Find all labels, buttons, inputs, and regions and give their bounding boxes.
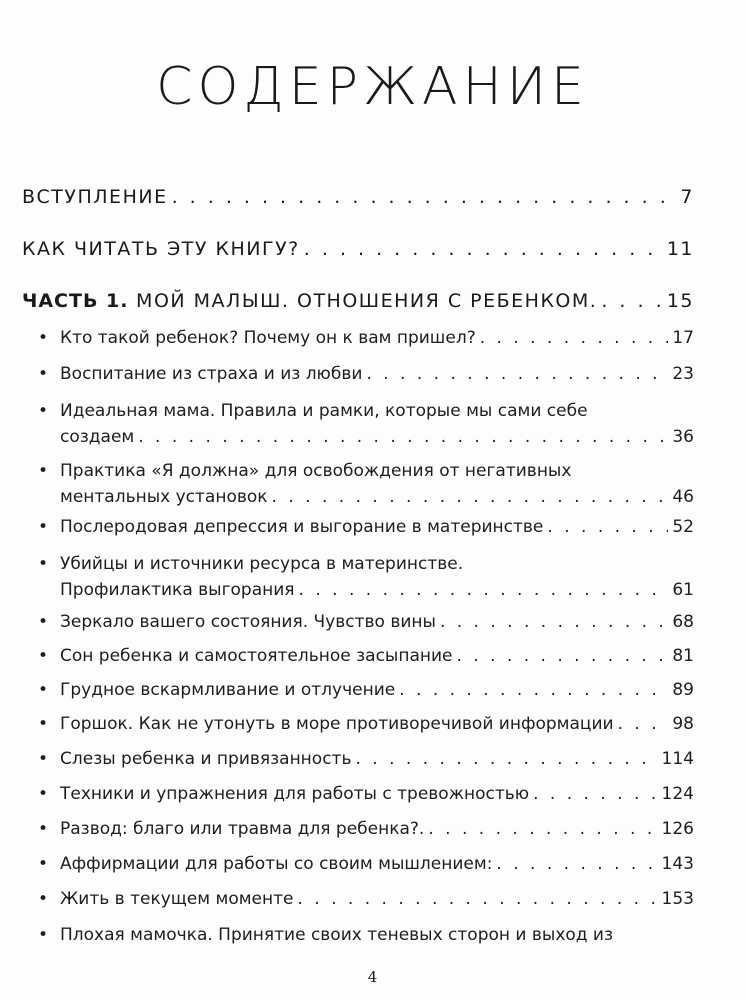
entry-page: 36 (672, 427, 694, 447)
entry-page: 114 (661, 749, 694, 769)
list-item[interactable] (38, 782, 694, 807)
toc-entry-introduction[interactable] (22, 172, 694, 208)
entry-label: КАК ЧИТАТЬ ЭТУ КНИГУ? (22, 238, 300, 260)
entry-page: 17 (672, 328, 694, 348)
bullet-icon: • (38, 554, 49, 574)
list-item[interactable] (38, 887, 694, 912)
list-item[interactable] (38, 747, 694, 772)
dot-leader (399, 678, 668, 703)
entry-label (22, 290, 597, 312)
entry-label: Грудное вскармливание и отлучение (60, 680, 396, 700)
entry-page: 81 (672, 646, 694, 666)
bullet-icon: • (38, 612, 49, 632)
entry-page: 143 (661, 854, 694, 874)
dot-leader (496, 852, 657, 877)
entry-label: Воспитание из страха и из любви (60, 364, 363, 384)
list-item[interactable] (38, 852, 694, 877)
entry-page: 126 (661, 819, 694, 839)
list-item[interactable] (38, 326, 694, 351)
bullet-icon: • (38, 749, 49, 769)
dot-leader (299, 578, 669, 603)
entry-page: 52 (672, 517, 694, 537)
entry-page: 124 (661, 784, 694, 804)
dot-leader (272, 485, 669, 510)
dot-leader (138, 425, 668, 450)
entry-label: Профилактика выгорания (60, 580, 295, 600)
list-item[interactable] (38, 362, 694, 387)
bullet-icon: • (38, 854, 49, 874)
part-title: МОЙ МАЛЫШ. ОТНОШЕНИЯ С РЕБЕНКОМ. (136, 290, 598, 312)
entry-label: ВСТУПЛЕНИЕ (22, 186, 168, 208)
entry-label: Кто такой ребенок? Почему он к вам пришел? (60, 328, 476, 348)
list-item[interactable] (38, 459, 694, 510)
dot-leader (601, 290, 662, 312)
entry-label: Послеродовая депрессия и выгорание в материнстве (60, 517, 544, 537)
entry-label-line1: Идеальная мама. Правила и рамки, которые мы сами себе (60, 401, 588, 421)
entry-label: Горшок. Как не утонуть в море противоречивой информации (60, 714, 614, 734)
entry-label: Плохая мамочка. Принятие своих теневых сторон и выход из (60, 925, 614, 945)
page-number: 4 (367, 968, 378, 986)
dot-leader (304, 238, 663, 260)
entry-label-line1: Убийцы и источники ресурса в материнстве. (60, 554, 464, 574)
entry-page: 98 (672, 714, 694, 734)
dot-leader (428, 817, 657, 842)
bullet-icon: • (38, 784, 49, 804)
bullet-icon: • (38, 646, 49, 666)
list-item[interactable] (38, 552, 694, 603)
entry-label: Сон ребенка и самостоятельное засыпание (60, 646, 453, 666)
entry-label-line1: Практика «Я должна» для освобождения от негативных (60, 461, 572, 481)
entry-label: Зеркало вашего состояния. Чувство вины (60, 612, 436, 632)
bullet-icon: • (38, 461, 49, 481)
entry-page: 61 (672, 580, 694, 600)
list-item[interactable] (38, 610, 694, 635)
dot-leader (533, 782, 657, 807)
entry-label: Техники и упражнения для работы с тревожностью (60, 784, 530, 804)
dot-leader (366, 362, 668, 387)
entry-page: 23 (672, 364, 694, 384)
bullet-icon: • (38, 819, 49, 839)
toc-entry-how-to-read[interactable] (22, 224, 694, 260)
list-item[interactable] (38, 678, 694, 703)
entry-page: 153 (661, 889, 694, 909)
entry-label: ментальных установок (60, 487, 268, 507)
dot-leader (172, 186, 677, 208)
entry-label: Развод: благо или травма для ребенка?. (60, 819, 425, 839)
bullet-icon: • (38, 401, 49, 421)
entry-label: создаем (60, 427, 135, 447)
bullet-icon: • (38, 517, 49, 537)
dot-leader (547, 515, 668, 540)
entry-page: 68 (672, 612, 694, 632)
dot-leader (618, 712, 669, 737)
bullet-icon: • (38, 925, 49, 945)
toc-entry-part-1[interactable] (22, 276, 694, 312)
list-item[interactable] (38, 399, 694, 450)
list-item[interactable] (38, 644, 694, 669)
list-item[interactable] (38, 923, 694, 949)
dot-leader (457, 644, 669, 669)
part-number: ЧАСТЬ 1. (22, 290, 129, 312)
entry-label: Слезы ребенка и привязанность (60, 749, 352, 769)
list-item[interactable] (38, 817, 694, 842)
entry-page: 89 (672, 680, 694, 700)
bullet-icon: • (38, 714, 49, 734)
bullet-icon: • (38, 328, 49, 348)
entry-page: 11 (666, 238, 694, 260)
bullet-icon: • (38, 680, 49, 700)
page-title: СОДЕРЖАНИЕ (156, 57, 589, 117)
bullet-icon: • (38, 889, 49, 909)
entry-page: 15 (666, 290, 694, 312)
list-item[interactable] (38, 515, 694, 540)
entry-page: 7 (680, 186, 694, 208)
entry-page: 46 (672, 487, 694, 507)
entry-label: Жить в текущем моменте (60, 889, 294, 909)
list-item[interactable] (38, 712, 694, 737)
dot-leader (297, 887, 657, 912)
dot-leader (440, 610, 668, 635)
entry-label: Аффирмации для работы со своим мышлением: (60, 854, 493, 874)
dot-leader (480, 326, 669, 351)
bullet-icon: • (38, 364, 49, 384)
dot-leader (355, 747, 657, 772)
